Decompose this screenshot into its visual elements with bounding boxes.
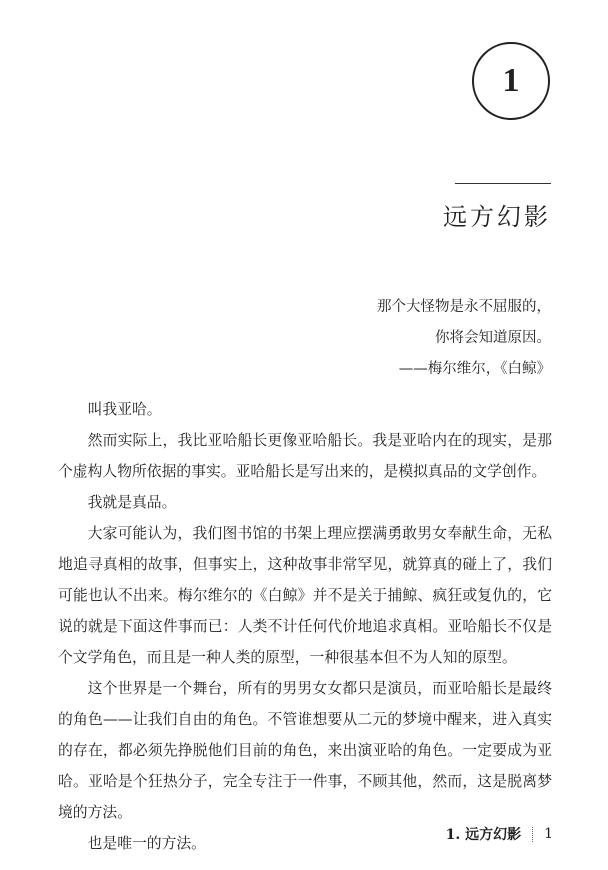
paragraph: 我就是真品。 — [87, 494, 177, 511]
footer-chapter-label: 1. 远方幻影 — [445, 827, 522, 843]
paragraph: 也是唯一的方法。 — [87, 835, 206, 852]
body-text — [58, 394, 552, 859]
epigraph-attribution: ——梅尔维尔，《白鲸》 — [398, 361, 551, 377]
chapter-title: 远方幻影 — [443, 203, 551, 231]
footer-separator — [532, 827, 533, 842]
paragraph: 大家可能认为，我们图书馆的书架上理应摆满勇敢男女奉献生命，无私地追寻真相的故事，但事实上，这种故事非常罕见，就算真的碰上了，我们可能也认不出来。梅尔维尔的《白鲸》并不是关于捕鲸、疯狂或复仇的，它说的就是下面这件事而已：人类不计任何代价地追求真相。亚哈船长不仅是个文学角色，而且是一种人类的原型，一种很基本但不为人知的原型。 — [58, 525, 552, 666]
paragraph: 叫我亚哈。 — [87, 401, 162, 418]
page-number: 1 — [544, 826, 553, 842]
paragraph: 这个世界是一个舞台，所有的男男女女都只是演员，而亚哈船长是最终的角色——让我们自由的角色。不管谁想要从二元的梦境中醒来，进入真实的存在，都必须先挣脱他们目前的角色，来出演亚哈的角色。一定要成为亚哈。亚哈是个狂热分子，完全专注于一件事，不顾其他，然而，这是脱离梦境的方法。 — [58, 680, 552, 821]
epigraph — [377, 292, 551, 385]
paragraph: 然而实际上，我比亚哈船长更像亚哈船长。我是亚哈内在的现实，是那个虚构人物所依据的事实。亚哈船长是写出来的，是模拟真品的文学创作。 — [58, 432, 552, 480]
page-footer — [446, 824, 553, 844]
chapter-number-badge — [472, 42, 550, 120]
epigraph-line: 那个大怪物是永不屈服的， — [377, 299, 551, 315]
chapter-number: 1 — [502, 62, 520, 99]
chapter-divider — [455, 183, 551, 184]
epigraph-line: 你将会知道原因。 — [435, 330, 551, 346]
